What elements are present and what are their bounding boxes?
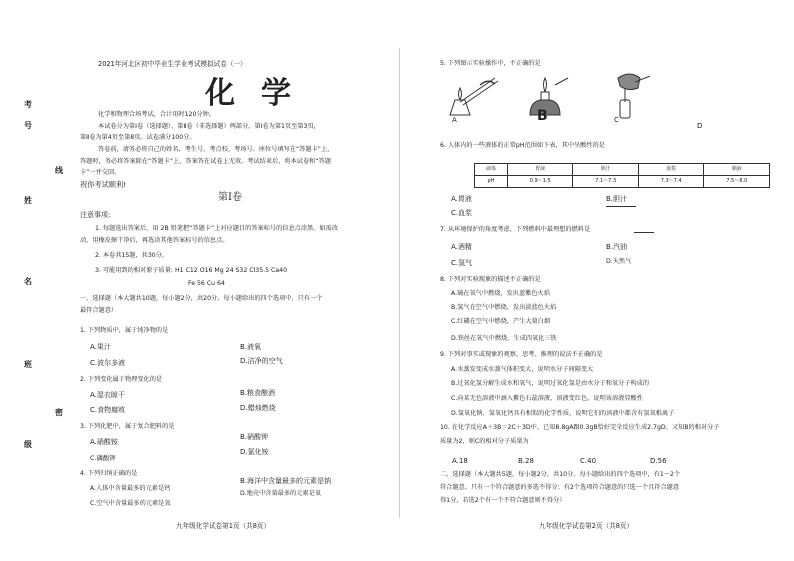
note-line: 2. 本卷共15题，共30分。 <box>95 252 169 259</box>
q5-label-a[interactable]: A <box>452 116 457 124</box>
q3-option-d[interactable]: D.氯化铵 <box>240 448 269 456</box>
q6-option-d-blank[interactable] <box>606 206 636 207</box>
intro-line: 答卷前，请务必将自己的姓名、考生号、考点校、考场号、座位号填写在“答题卡”上， <box>98 146 334 153</box>
side-label-hao: 号 <box>24 121 32 130</box>
q6-option-a[interactable]: A.胃液 <box>451 195 472 203</box>
q3-option-a[interactable]: A.硝酸铵 <box>90 438 118 446</box>
q5-apparatus-figures <box>440 70 710 125</box>
figure-b-lamp <box>530 78 568 115</box>
ph-table-cell: 0.9～1.5 <box>507 176 573 188</box>
q9-stem: 9. 下列对事实或现象的观察、思考、推理的说法不正确的是 <box>440 351 603 358</box>
exam-title: 2021年河北区初中毕业生学业考试模拟试卷（一） <box>98 60 247 68</box>
note-line: 1. 每题选出答案后，用 2B 铅笔把“答题卡”上对应题目的答案标号的信息点涂黑。如需改 <box>95 225 338 232</box>
q4-option-d[interactable]: D.地壳中含量最多的元素是氧 <box>240 490 321 497</box>
q6-option-c[interactable]: C.血浆 <box>451 209 473 217</box>
q7-option-d[interactable]: D.天然气 <box>606 258 632 265</box>
notes-title: 注意事项: <box>80 211 111 219</box>
ph-table-header: 胆汁 <box>573 164 639 176</box>
q1-stem: 1. 下列物质中，属于纯净物的是 <box>80 327 169 334</box>
q2-stem: 2. 下列变化属于物理变化的是 <box>80 376 163 383</box>
note-line: 动，用橡皮擦干净后，再选涂其他答案标号的信息点。 <box>80 237 229 244</box>
q4-stem: 4. 下列归纳正确的是 <box>80 470 138 477</box>
page1-footer: 九年级化学试卷第1页（共8页） <box>176 522 271 530</box>
q7-option-b[interactable]: B.汽油 <box>606 243 628 251</box>
ph-table <box>474 163 770 188</box>
page2-footer: 九年级化学试卷第2页（共8页） <box>539 522 634 530</box>
q5-label-c[interactable]: C <box>614 116 619 124</box>
q6-stem: 6. 人体内的一些液体的正常pH范围如下表，其中呈酸性的是 <box>440 142 605 149</box>
q7-option-a[interactable]: A.酒精 <box>451 243 472 251</box>
q7-blank <box>634 232 654 233</box>
q9-option-c[interactable]: C.向某无色溶液中滴入紫色石蕊溶液，溶液变红色，说明该溶液显酸性 <box>451 395 643 402</box>
q10-option-c[interactable]: C.40 <box>580 457 597 465</box>
q5-stem: 5. 下列图示实验操作中，不正确的是 <box>440 60 541 67</box>
q10-option-b[interactable]: B.28 <box>518 457 534 465</box>
q1-option-a[interactable]: A.果汁 <box>90 343 111 351</box>
q5-label-d[interactable]: D <box>697 122 703 130</box>
part1-line: 一、选择题（本大题共10题，每小题2分，共20分。每小题给出的四个选项中，只有一个 <box>80 295 323 302</box>
figure-c-dropper <box>618 74 650 118</box>
q10-stem-line: 10. 在化学反应A＋3B＝2C＋3D中，已知8.8gA跟0.3gB恰好完全反应生成2.7gD。又知B的相对分子 <box>440 424 720 431</box>
section-title: 第Ⅰ卷 <box>218 192 242 203</box>
q2-option-b[interactable]: B.粮食酿酒 <box>240 389 276 397</box>
subject-title: 化学 <box>205 76 317 111</box>
figure-a-heating <box>450 78 498 115</box>
q8-option-b[interactable]: B.氢气在空气中燃烧，发出淡蓝色火焰 <box>451 304 557 311</box>
q9-option-a[interactable]: A.水蒸发变成水蒸气体积变大，说明水分子间隔变大 <box>451 366 594 373</box>
q10-option-d[interactable]: D.56 <box>650 457 667 465</box>
ph-table-cell: 7.3～7.4 <box>638 176 704 188</box>
q1-option-d[interactable]: D.洁净的空气 <box>240 357 283 365</box>
ph-table-cell: 7.5～8.0 <box>704 176 770 188</box>
side-label-ji: 级 <box>24 440 32 449</box>
q5-label-b[interactable]: B <box>537 108 548 124</box>
ph-table-header: 胃液 <box>507 164 573 176</box>
q10-option-a[interactable]: A.18 <box>452 457 468 465</box>
ph-table-header: 液体 <box>475 164 508 176</box>
q4-option-c[interactable]: C.空气中含量最多的元素是氧 <box>90 500 171 507</box>
ph-table-cell: pH <box>475 176 508 188</box>
column-divider <box>399 48 400 518</box>
q3-stem: 3. 下列化肥中，属于复合肥料的是 <box>80 423 175 430</box>
q4-option-a[interactable]: A.人体中含量最多的元素是钙 <box>90 485 171 492</box>
q1-option-b[interactable]: B.液氧 <box>240 343 262 351</box>
q8-option-c[interactable]: C.红磷在空气中燃烧，产生大量白烟 <box>451 318 551 325</box>
part2-line: 得1分，若选2个有一个不符合题意则不得分） <box>440 497 566 504</box>
q3-option-c[interactable]: C.磷酸钾 <box>90 454 116 462</box>
ph-table-header: 胰液 <box>704 164 770 176</box>
q2-option-a[interactable]: A.湿衣晾干 <box>90 391 125 399</box>
q8-stem: 8. 下列对实验现象的描述不正确的是 <box>440 276 541 283</box>
intro-line: 卡”一并交回。 <box>80 169 121 176</box>
q9-option-d[interactable]: D.氢氧化钠、氢氧化钙具有相似的化学性质，说明它们的溶液中都含有氢氧根离子 <box>451 410 675 417</box>
q2-option-c[interactable]: C.食物腐败 <box>90 406 126 414</box>
q10-stem-line: 质量为2，则C的相对分子质量为 <box>440 438 529 445</box>
side-label-xian: 线 <box>55 166 63 175</box>
q8-option-d[interactable]: D.铁丝在氧气中燃烧，生成四氧化三铁 <box>451 335 557 342</box>
part2-line: 符合题意。只有一个符合题意的多选不得分；有2个选项符合题意的只选一个且符合题意 <box>440 484 680 491</box>
good-luck: 祝你考试顺利! <box>80 180 127 189</box>
side-label-xing: 姓 <box>24 196 32 205</box>
q8-option-a[interactable]: A.硫在氧气中燃烧，发出蓝紫色火焰 <box>451 290 550 297</box>
part1-line: 最符合题意） <box>80 307 118 314</box>
intro-line: 第Ⅱ卷为第4页至第8页。试卷满分100分。 <box>80 134 196 141</box>
q7-option-c[interactable]: C.氢气 <box>451 259 473 267</box>
note-line: Fe 56 Cu 64 <box>188 280 225 287</box>
side-label-mi: 密 <box>55 408 63 417</box>
ph-table-cell: 7.1～7.3 <box>573 176 639 188</box>
q3-option-b[interactable]: B.硝酸钾 <box>240 433 269 441</box>
q9-option-b[interactable]: B.过氧化氢分解生成水和氧气，说明过氧化氢是由水分子和氧分子构成的 <box>451 380 650 387</box>
intro-line: 化学和物理合场考试，合计用时120分钟。 <box>98 111 215 118</box>
note-line: 3. 可能用到的相对原子质量: H1 C12 O16 Mg 24 S32 Cl35.5 Ca40 <box>95 267 288 274</box>
ph-table-header: 血浆 <box>638 164 704 176</box>
side-label-ban: 班 <box>24 360 32 369</box>
q7-stem: 7. 从环境保护的角度考虑，下列燃料中最理想的燃料是 <box>440 226 591 233</box>
side-label-kao: 考 <box>24 100 32 109</box>
q6-option-b[interactable]: B.胆汁 <box>606 195 628 203</box>
q2-option-d[interactable]: D.蜡烛燃烧 <box>240 404 276 412</box>
intro-line: 本试卷分为第Ⅰ卷（选择题）、第Ⅱ卷（非选择题）两部分。第Ⅰ卷为第1页至第3页， <box>98 123 320 130</box>
q1-option-c[interactable]: C.波尔多液 <box>90 359 126 367</box>
part2-line: 二、选择题（本大题共5题，每小题2分，共10分。每小题给出的四个选项中，有1～2个 <box>440 471 681 478</box>
side-label-ming: 名 <box>24 277 32 286</box>
intro-line: 答题时，务必将答案除在“答题卡”上，答案答在试卷上无效。考试结束后，将本试卷和“答题 <box>80 158 331 165</box>
q4-option-b[interactable]: B.海洋中含量最多的元素是钠 <box>240 477 332 485</box>
